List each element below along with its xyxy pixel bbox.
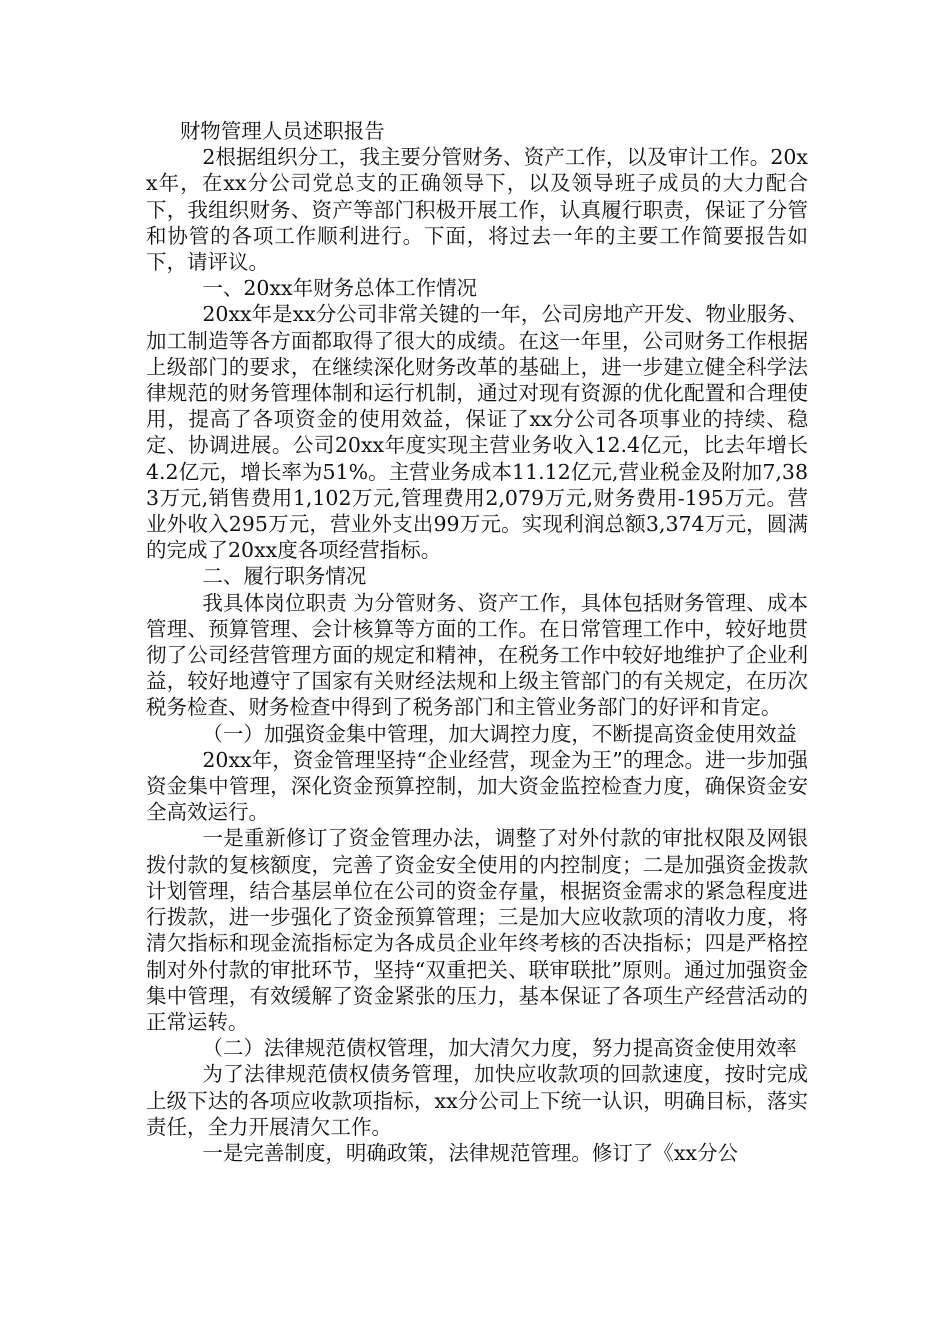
paragraph: 一是重新修订了资金管理办法，调整了对外付款的审批权限及网银拨付款的复核额度，完善了资金安全使用的内控制度；二是加强资金拨款计划管理，结合基层单位在公司的资金存量，根据资金需求的紧急程度进行拨款，进一步强化了资金预算管理；三是加大应收款项的清收力度，将清欠指标和现金流指标定为各成员企业年终考核的否决指标；四是严格控制对外付款的审批环节，坚持“双重把关、联审联批”原则。通过加强资金集中管理，有效缓解了资金紧张的压力，基本保证了各项生产经营活动的正常运转。 — [146, 826, 808, 1034]
document-title: 财物管理人员述职报告 — [179, 119, 385, 143]
paragraph: 20xx年是xx分公司非常关键的一年，公司房地产开发、物业服务、加工制造等各方面都取得了很大的成绩。在这一年里，公司财务工作根据上级部门的要求，在继续深化财务改革的基础上，进一步建立健全科学法律规范的财务管理体制和运行机制，通过对现有资源的优化配置和合理使用，提高了各项资金的使用效益，保证了xx分公司各项事业的持续、稳定、协调进展。公司20xx年度实现主营业务收入12.4亿元，比去年增长4.2亿元，增长率为51%。主营业务成本11.12亿元,营业税金及附加7,383万元,销售费用1,102万元,管理费用2,079万元,财务费用-195万元。营业外收入295万元，营业外支出99万元。实现利润总额3,374万元，圆满的完成了20xx度各项经营指标。 — [146, 302, 808, 563]
paragraph: 2根据组织分工，我主要分管财务、资产工作，以及审计工作。20xx年，在xx分公司党总支的正确领导下，以及领导班子成员的大力配合下，我组织财务、资产等部门积极开展工作，认真履行职责，保证了分管和协管的各项工作顺利进行。下面，将过去一年的主要工作简要报告如下，请评议。 — [146, 145, 808, 275]
document-page — [146, 118, 808, 1166]
paragraph: 20xx年，资金管理坚持“企业经营，现金为王”的理念。进一步加强资金集中管理，深化资金预算控制，加大资金监控检查力度，确保资金安全高效运行。 — [146, 747, 808, 825]
section-heading: 二、履行职务情况 — [202, 564, 367, 589]
subsection-heading: （二）法律规范债权管理，加大清欠力度，努力提高资金使用效率 — [202, 1036, 797, 1061]
section-heading: 一、20xx年财务总体工作情况 — [202, 276, 478, 301]
subsection-heading: （一）加强资金集中管理，加大调控力度，不断提高资金使用效益 — [202, 721, 797, 746]
paragraph: 一是完善制度，明确政策，法律规范管理。修订了《xx分公 — [202, 1140, 738, 1165]
paragraph: 我具体岗位职责 为分管财务、资产工作，具体包括财务管理、成本管理、预算管理、会计核算等方面的工作。在日常管理工作中，较好地贯彻了公司经营管理方面的规定和精神，在税务工作中较好地维护了企业利益，较好地遵守了国家有关财经法规和上级主管部门的有关规定，在历次税务检查、财务检查中得到了税务部门和主管业务部门的好评和肯定。 — [146, 590, 808, 720]
paragraph: 为了法律规范债权债务管理，加快应收款项的回款速度，按时完成上级下达的各项应收款项指标，xx分公司上下统一认识，明确目标，落实责任，全力开展清欠工作。 — [146, 1062, 808, 1139]
